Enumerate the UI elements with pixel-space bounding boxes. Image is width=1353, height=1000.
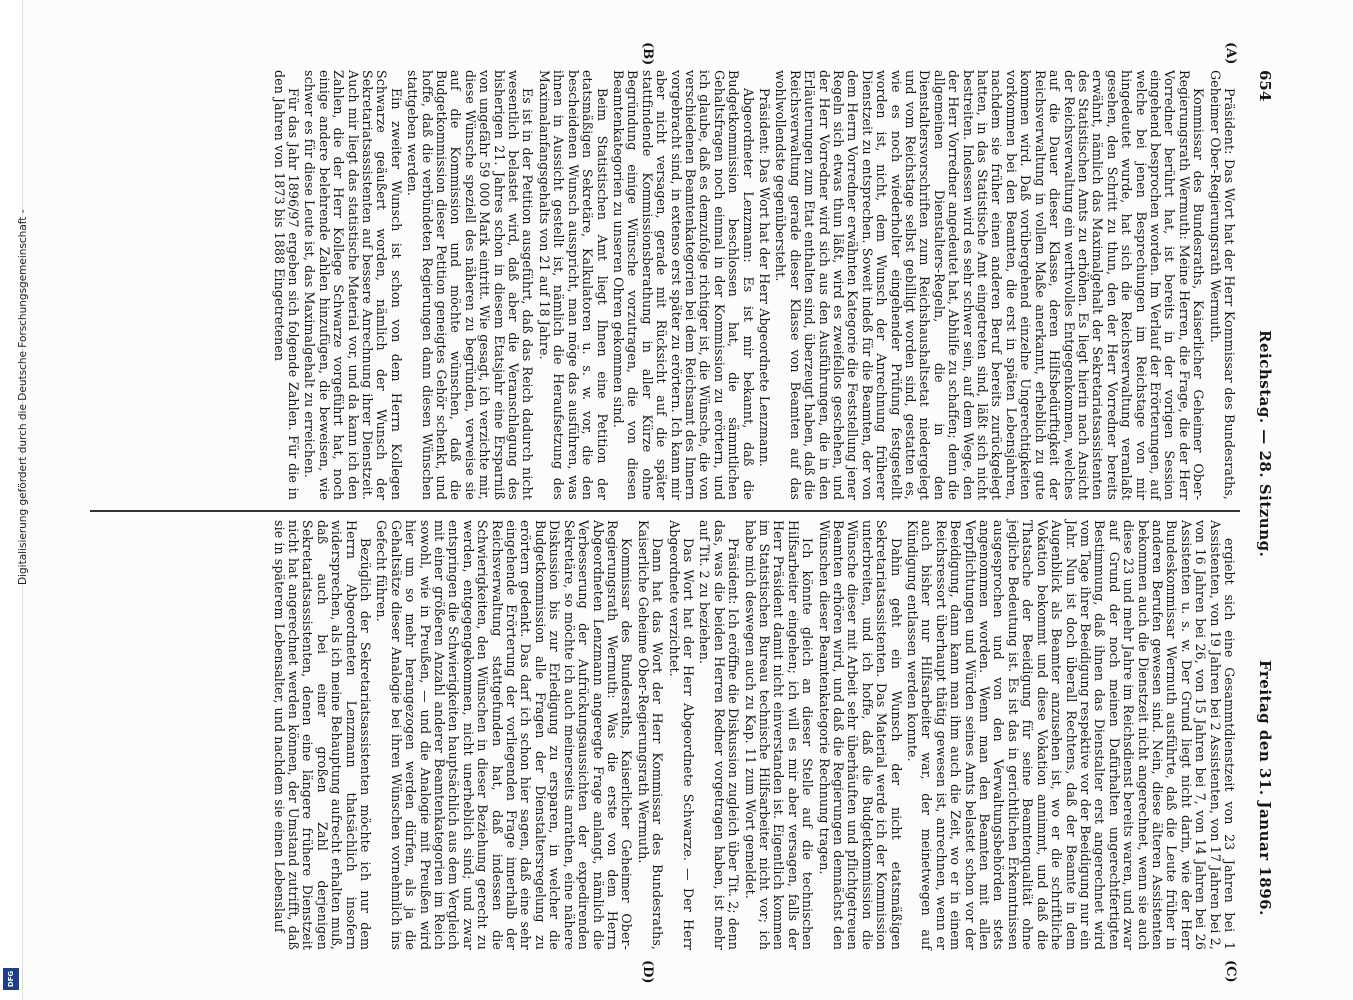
paragraph: Ein zweiter Wunsch ist schon von dem Herrn Kollegen Schwarze geäußert worden, nämlich der Wunsch der Sekretariatsassistenten auf bessere Anrechnung ihrer Dienstzeit. Auch mir liegt das statistische Material vor, und da kann ich den Zahlen, die der Herr Kollege Schwarze vorgeführt hat, noch einige andere belehrende Zahlen hinzufügen, die beweisen, wie schwer es für diese Leute ist, das Maximalgehalt zu erreichen. xyxy=(302,70,404,500)
footer-strip xyxy=(0,0,29,1000)
column-divider xyxy=(90,510,1240,512)
paragraph: Kommissar des Bundesraths, Kaiserlicher Geheimer Ober-Regierungsrath Wermuth: Meine Herren, die Frage, die der Herr Vorredner berührt hat, ist bereits in der vorigen Session eingehend besprochen worden. Im Verlauf der Erörterungen, auf welche bei jenen Besprechungen im Reichstage von mir hingedeutet wurde, hat sich die Reichsverwaltung veranlaßt gesehen, den Schritt zu thun, den der Herr Vorredner bereits erwähnt, nämlich das Maximalgehalt der Sekretariatsassistenten des Statistischen Amts zu erhöhen. Es liegt hierin nach Ansicht der Reichsverwaltung ein werthvolles Entgegenkommen, welches auf die Dauer dieser Klasse, deren Hilfsbedürftigkeit der Reichsverwaltung in vollem Maße anerkannt, erheblich zu gute kommen wird. Daß vorübergehend einzelne Ungerechtigkeiten vorkommen bei den Beamten, die erst in späten Lebensjahren, nachdem sie früher einen anderen Beruf bereits zurückgelegt hatten, in das Statistische Amt eingetreten sind, läßt sich nicht bestreiten. Indessen wird es sehr schwer sein, auf dem Wege, den der Herr Vorredner angedeutet hat, Abhilfe zu schaffen; denn die allgemeinen Dienstalters-Regeln, die in den Dienstaltersvorschriften zum Reichshaushaltsetat niedergelegt und vom Reichstage selbst gebilligt worden sind, gestatten es, wie es noch wiederholter eingehender Prüfung festgestellt worden ist, nicht, dem Wunsch der Anrechnung früherer Dienstzeit zu entsprechen. Soweit indeß für die Beamten, der von dem Herrn Vorredner erwähnten Kategorie die Feststellung jener Regeln sich etwas thun läßt, wird es zweifellos geschehen, und der Herr Vorredner wird sich aus den Ausführungen, die in den Erläuterungen zum Etat enthalten sind, überzeugt haben, daß die Reichsverwaltung gerade dieser Klasse von Beamten auf das wohlwollendste gegenübersteht. xyxy=(773,70,1207,500)
paragraph: Kommissar des Bundesraths, Kaiserlicher Geheimer Ober-Regierungsrath Wermuth: Was die erste von dem Herrn Abgeordneten Lenzmann angeregte Frage anlangt, nämlich die Verbesserung der Aufrückungsaussichten der expedirenden Sekretäre, so möchte ich auch meinerseits anrathen, eine nähere Diskussion bis zur Erledigung zu ersparen, in welcher die Budgetkommission alle Fragen der Dienstaltersregelung zu erörtern gedenkt. Das darf ich schon hier sagen, daß eine sehr eingehende Erörterung der vorliegenden Frage innerhalb der Reichsverwaltung stattgefunden hat, daß indessen die Schwierigkeiten, den Wünschen in dieser Beziehung gerecht zu werden, entgegengekommen, nicht unerheblich sind; und zwar entspringen die Schwierigkeiten hauptsächlich aus dem Vergleich mit einer größeren Anzahl anderer Beamtenkategorien im Reich sowohl, wie in Preußen, — und die Analogie mit Preußen wird hier um so mehr herangezogen werden dürfen, als ja die Gehaltsätze dieser Analogie bei ihren Wünschen vornehmlich ins Gefecht führen. xyxy=(374,520,635,950)
page-header xyxy=(1244,70,1280,970)
margin-marker-b: (B) xyxy=(640,42,655,66)
paragraph: Präsident: Das Wort hat der Herr Kommissar des Bundesraths, Geheimer Ober-Regierungsrath Wermuth. xyxy=(1207,70,1237,500)
margin-marker-d: (D) xyxy=(640,960,655,984)
paragraph: Dann hat das Wort der Herr Kommissar des Bundesraths, Kaiserliche Geheime Ober-Regierungsrath Wermuth. xyxy=(635,520,666,950)
page-title: Reichstag. — 28. Sitzung. xyxy=(1256,330,1274,558)
paragraph: Es ist in der Petition ausgeführt, daß das Reich dadurch nicht wesentlich belastet wird, daß aber die Veranschlagung des bisherigen 21. Jahres schon in diesem Etatsjahr eine Ersparniß von ungefähr 59 000 Mark eintritt. Wie gesagt, ich verzichte mir, diese Wünsche speziell des näheren zu begründen, verweise sie auf die Kommission und möchte wünschen, daß die Budgetkommission dieser Petition geneigtes Gehör schenkt, und hoffe, daß die verbündeten Regierungen dann diesen Wünschen stattgeben werden. xyxy=(405,70,536,500)
left-column xyxy=(269,70,1236,500)
paragraph: Für das Jahr 1896/97 ergeben sich folgende Zahlen. Für die in den Jahren von 1873 bis 1888 Eingetretenen xyxy=(271,70,301,500)
paragraph: Bezüglich der Sekretariatsassistenten möchte ich nur dem Herrn Abgeordneten Lenzmann thatsächlich insofern widersprechen, als ich meine Behauptung aufrecht erhalten muß, daß auch bei einer großen Zahl derjenigen Sekretariatsassistenten, denen eine längere frühere Dienstzeit nicht hat angerechnet werden können, der Umstand zutrifft, daß sie in späterem Lebensalter, und nachdem sie einen Lebenslauf xyxy=(271,520,374,950)
right-column xyxy=(269,520,1236,950)
paragraph: Präsident: Ich eröffne die Diskussion zugleich über Tit. 2; denn das, was die beiden Herren Redner vorgetragen haben, ist mehr auf Tit. 2 zu beziehen. xyxy=(697,520,742,950)
dfg-logo-text: DFG xyxy=(7,970,16,988)
paragraph: Das Wort hat der Herr Abgeordnete Schwarze. — Der Herr Abgeordnete verzichtet. xyxy=(666,520,696,950)
footer-credit: Digitalisierung gefördert durch die Deutsche Forschungsgemeinschaft - xyxy=(17,209,29,585)
rotated-page-content xyxy=(80,42,1280,984)
paragraph: ergiebt sich eine Gesammtdienstzeit von 23 Jahren bei 1 Assistenten, von 19 Jahren bei 2 Assistenten, von 17 Jahren bei 2, von 16 Jahren bei 26, von 15 Jahren bei 7, von 14 Jahren bei 26 Assistenten u. s. w. Der Grund liegt nicht darin, wie der Herr Bundeskommissar Wermuth ausführte, daß die Leute früher in anderen Berufen gewesen sind. Nein, diese älteren Assistenten bekommen auch die Dienstzeit nicht angerechnet, wenn sie auch diese 23 und mehr Jahre im Reichsdienst bereits waren, und zwar auf Grund der noch meinen Dafürhalten ungerechtfertigten Bestimmung, daß ihnen das Dienstalter erst angerechnet wird vom Tage ihrer Beeidigung respektive vor der Beeidigung nur ein Jahr. Nun ist doch überall Rechtens, daß der Beamte in dem Augenblick als Beamter anzusehen ist, wo er die schriftliche Vokation bekommt und diese Vokation annimmt, und daß die Thatsache der Beeidigung für seine Beamtenqualität ohne jegliche Bedeutung ist. Es ist das in gerichtlichen Erkenntnissen ausgesprochen und von den Verwaltungsbehörden stets angenommen worden. Wenn man den Beamten mit allen Verpflichtungen und Würden seines Amts belastet schon vor der Beeidigung, dann kann man ihm auch die Zeit, wo er in einem Reichsressort überhaupt thätig gewesen ist, anrechnen, wenn er auch bisher nur Hilfsarbeiter war, der meinetwegen auf Kündigung entlassen werden konnte. xyxy=(905,520,1237,950)
paragraph: Beim Statistischen Amt liegt Ihnen eine Petition der etatsmäßigen Sekretäre, Kalkulatoren u. s. w. vor, die den bescheidenen Wunsch ausspricht, man möge das ausführen, was ihnen in Aussicht gestellt ist, nämlich die Heraufsetzung des Maximalanfangsgehalts von 21 auf 18 Jahre. xyxy=(536,70,610,500)
page-number: 654 xyxy=(1256,70,1274,102)
paragraph: Ich könnte gleich an dieser Stelle auf die technischen Hilfsarbeiter eingehen; ich will es mir aber versagen, falls der Herr Präsident damit nicht einverstanden ist. Eigentlich kommen im Statistischen Bureau technische Hilfsarbeiter nicht vor; ich habe mich deswegen auch zu Kap. 11 zum Wort gemeldet. xyxy=(742,520,816,950)
page-date: Freitag den 31. Januar 1896. xyxy=(1256,660,1274,916)
paragraph: Abgeordneter Lenzmann: Es ist mir bekannt, daß die Budgetkommission beschlossen hat, die sämmtlichen Gehaltsfragen noch einmal in der Kommission zu erörtern, und ich glaube, daß es demzufolge richtiger ist, die Wünsche, die von verschiedenen Beamtenkategorien bei dem Reichsamt des Innern vorgebracht sind, in extenso erst später zu erörtern. Ich kann mir aber nicht versagen, gerade mit Rücksicht auf die später stattfindende Kommissionsberathung in aller Kürze ohne Begründung einige Wünsche vorzutragen, die von diesen Beamtenkategorien zu unseren Ohren gekommen sind. xyxy=(610,70,756,500)
margin-marker-c: (C) xyxy=(1223,960,1238,983)
paragraph: Präsident: Das Wort hat der Herr Abgeordnete Lenzmann. xyxy=(757,88,772,468)
dfg-logo xyxy=(3,968,19,990)
margin-marker-a: (A) xyxy=(1223,42,1238,65)
paragraph: Dahin geht ein Wunsch der nicht etatsmäßigen Sekretariatsassistenten. Das Material werde ich der Kommission unterbreiten, und ich hoffe, daß die Budgetkommission die Wünsche dieser mit Arbeit sehr überhäuften und pflichtgetreuen Beamten erhören wird, und daß die Regierungen demnächst den Wünschen dieser Beamtenkategorie Rechnung tragen. xyxy=(816,520,904,950)
